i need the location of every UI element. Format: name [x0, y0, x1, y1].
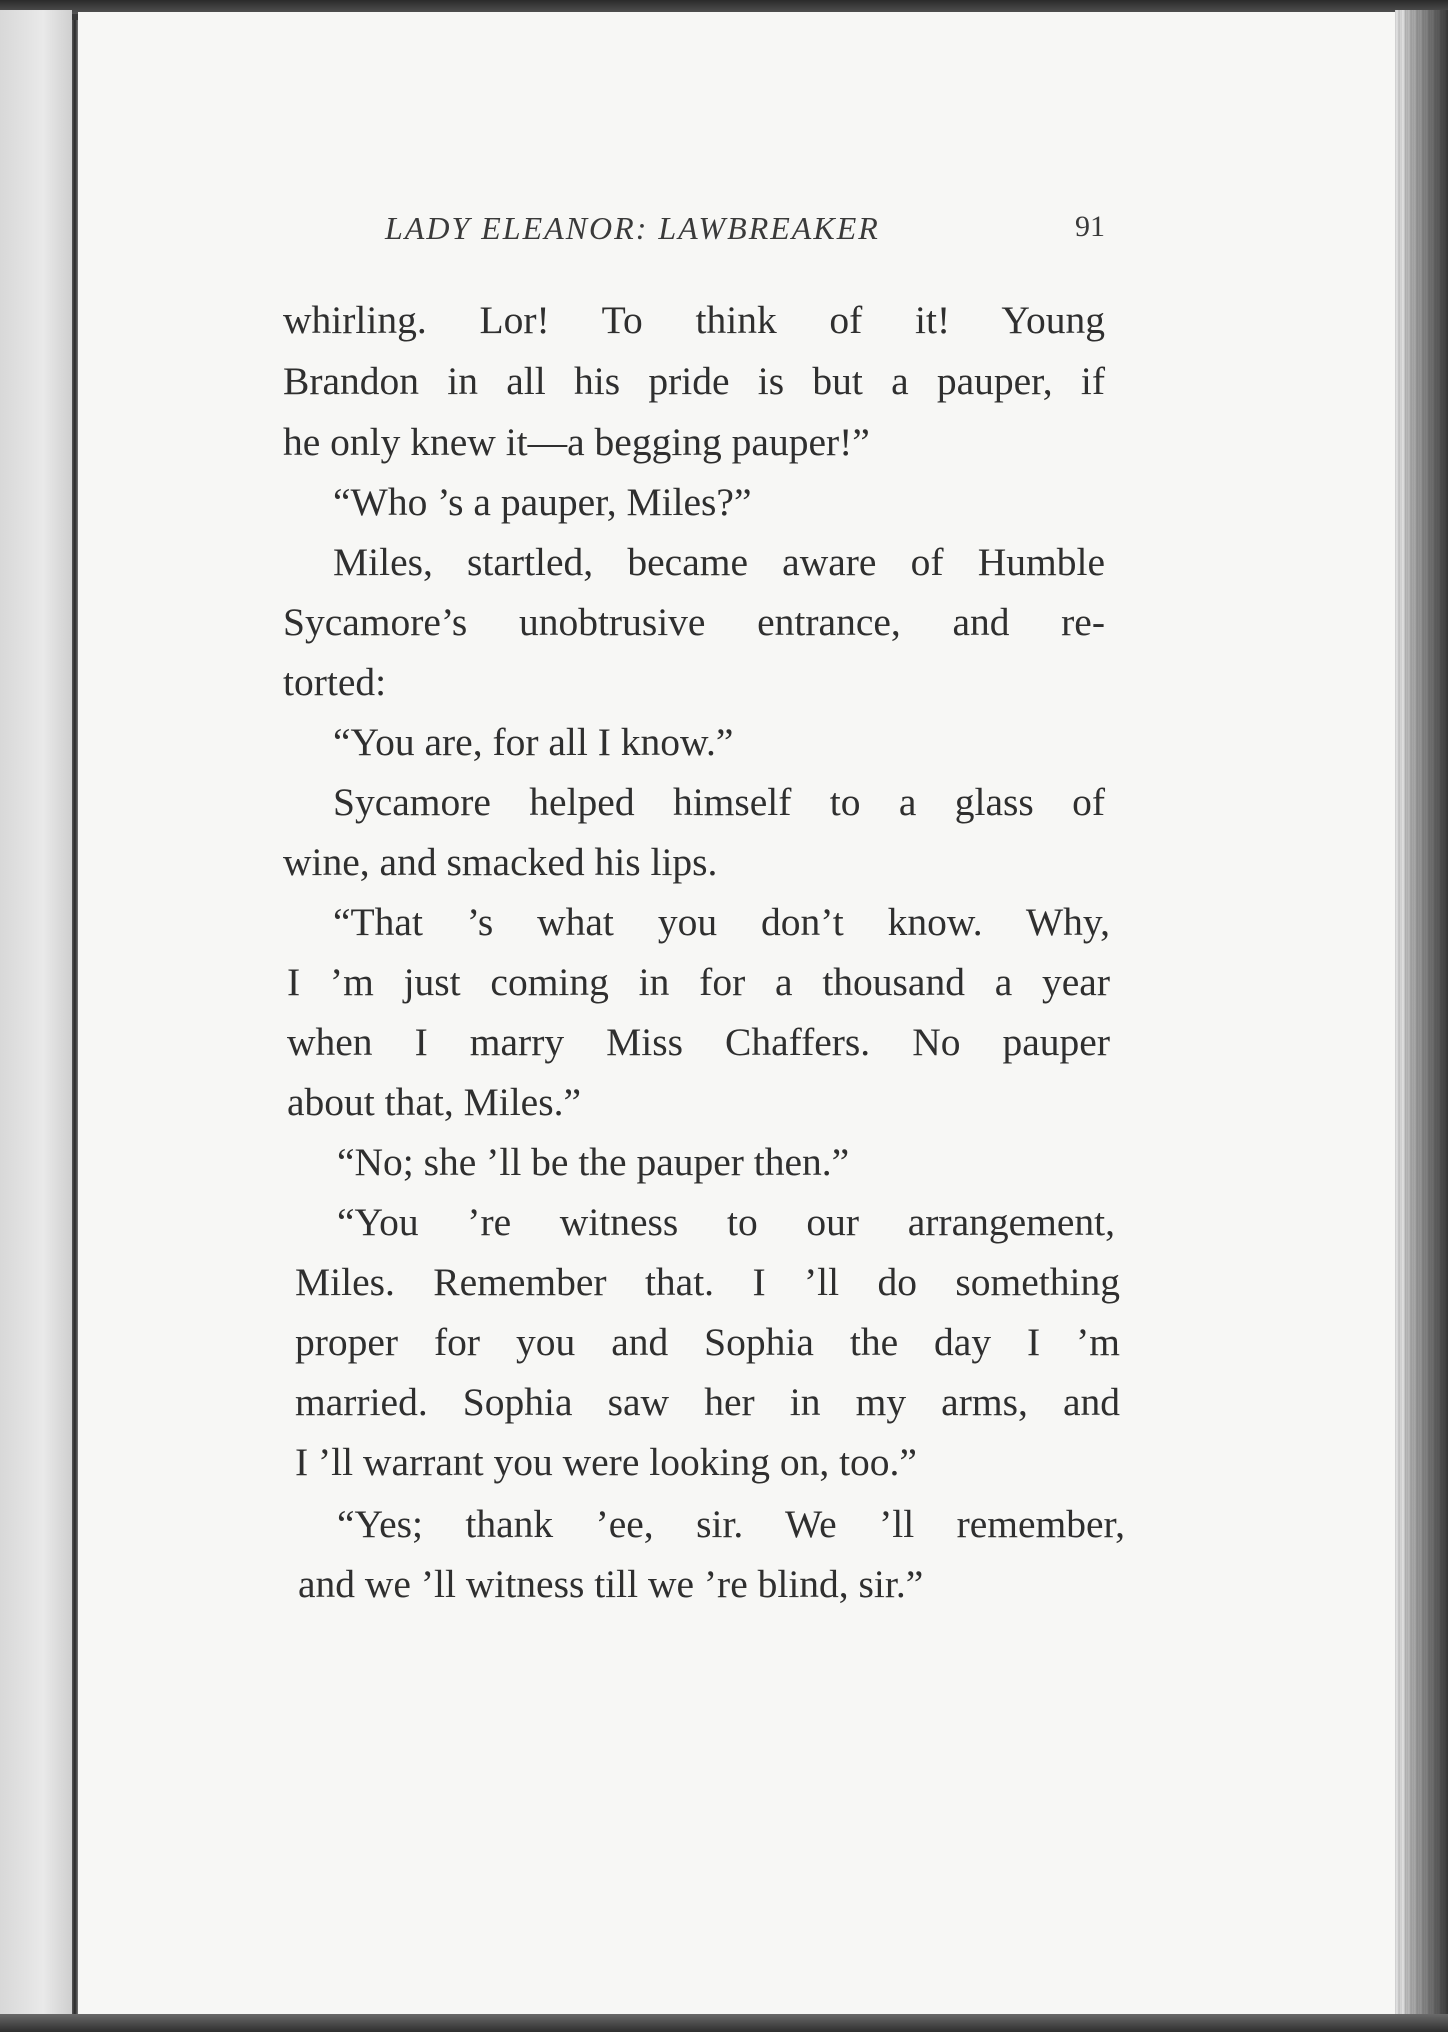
text-line: torted:: [283, 660, 387, 704]
text-line: “Yes; thank ’ee, sir. We ’ll remember,: [337, 1502, 1125, 1546]
text-line: Miles, startled, became aware of Humble: [333, 540, 1105, 584]
text-line: when I marry Miss Chaffers. No pauper: [287, 1020, 1110, 1064]
facing-page-edge: [0, 10, 72, 2018]
text-line: about that, Miles.”: [287, 1080, 581, 1124]
text-line: married. Sophia saw her in my arms, and: [295, 1380, 1120, 1424]
text-line: “You ’re witness to our arrangement,: [337, 1200, 1115, 1244]
text-line: Sycamore’s unobtrusive entrance, and re-: [283, 600, 1105, 644]
text-line: proper for you and Sophia the day I ’m: [295, 1320, 1120, 1364]
text-line: I ’ll warrant you were looking on, too.”: [295, 1440, 917, 1484]
running-head: [385, 210, 1105, 260]
text-line: wine, and smacked his lips.: [283, 840, 718, 884]
text-line: and we ’ll witness till we ’re blind, sir.”: [298, 1562, 924, 1606]
text-line: whirling. Lor! To think of it! Young: [283, 298, 1105, 342]
text-line: “Who ’s a pauper, Miles?”: [333, 480, 752, 524]
text-line: Sycamore helped himself to a glass of: [333, 780, 1105, 824]
text-line: “You are, for all I know.”: [333, 720, 734, 764]
text-line: Miles. Remember that. I ’ll do something: [295, 1260, 1120, 1304]
text-line: “No; she ’ll be the pauper then.”: [337, 1140, 850, 1184]
text-line: “That ’s what you don’t know. Why,: [333, 900, 1110, 944]
text-line: I ’m just coming in for a thousand a year: [287, 960, 1110, 1004]
page-stack-shadow: [1405, 10, 1448, 2020]
running-title: LADY ELEANOR: LAWBREAKER: [385, 210, 880, 246]
text-line: he only knew it—a begging pauper!”: [283, 420, 870, 464]
page-number: 91: [1075, 210, 1105, 243]
text-line: Brandon in all his pride is but a pauper, if: [283, 359, 1105, 403]
scan-bottom-border: [0, 2014, 1448, 2032]
